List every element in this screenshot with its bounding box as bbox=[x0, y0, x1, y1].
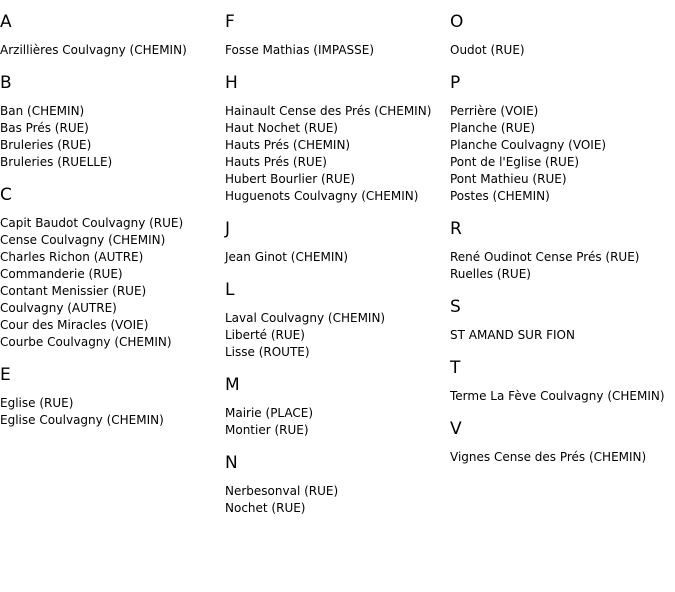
letter-group-r bbox=[450, 219, 675, 283]
street-link[interactable]: Capit Baudot Coulvagny (RUE) bbox=[0, 216, 184, 230]
street-link[interactable]: Ban (CHEMIN) bbox=[0, 104, 85, 118]
letter-heading: O bbox=[450, 12, 464, 32]
letter-heading: T bbox=[450, 358, 461, 378]
letter-group-n bbox=[225, 453, 445, 517]
street-link[interactable]: Contant Menissier (RUE) bbox=[0, 284, 147, 298]
street-link[interactable]: Commanderie (RUE) bbox=[0, 267, 123, 281]
street-link[interactable]: Huguenots Coulvagny (CHEMIN) bbox=[225, 189, 419, 203]
street-link[interactable]: Fosse Mathias (IMPASSE) bbox=[225, 43, 375, 57]
street-link[interactable]: Montier (RUE) bbox=[225, 423, 309, 437]
letter-group-j bbox=[225, 219, 445, 266]
letter-heading: R bbox=[450, 219, 462, 239]
letter-group-h bbox=[225, 73, 445, 205]
street-index-column-1 bbox=[0, 12, 220, 443]
street-link[interactable]: Lisse (ROUTE) bbox=[225, 345, 310, 359]
letter-group-p bbox=[450, 73, 675, 205]
letter-heading: J bbox=[225, 219, 231, 239]
street-index-column-3 bbox=[450, 12, 675, 480]
street-link[interactable]: Pont de l'Eglise (RUE) bbox=[450, 155, 580, 169]
street-link[interactable]: Nerbesonval (RUE) bbox=[225, 484, 339, 498]
letter-group-l bbox=[225, 280, 445, 361]
letter-heading: N bbox=[225, 453, 238, 473]
letter-group-c bbox=[0, 185, 220, 351]
letter-group-f bbox=[225, 12, 445, 59]
letter-group-s bbox=[450, 297, 675, 344]
street-link[interactable]: Terme La Fève Coulvagny (CHEMIN) bbox=[450, 389, 665, 403]
street-link[interactable]: ST AMAND SUR FION bbox=[450, 328, 575, 342]
street-link[interactable]: Planche Coulvagny (VOIE) bbox=[450, 138, 607, 152]
street-link[interactable]: René Oudinot Cense Prés (RUE) bbox=[450, 250, 640, 264]
street-link[interactable]: Coulvagny (AUTRE) bbox=[0, 301, 117, 315]
letter-heading: M bbox=[225, 375, 240, 395]
letter-heading: P bbox=[450, 73, 461, 93]
letter-heading: F bbox=[225, 12, 235, 32]
letter-heading: S bbox=[450, 297, 461, 317]
street-link[interactable]: Liberté (RUE) bbox=[225, 328, 305, 342]
street-link[interactable]: Eglise (RUE) bbox=[0, 396, 74, 410]
street-link[interactable]: Haut Nochet (RUE) bbox=[225, 121, 338, 135]
street-link[interactable]: Hubert Bourlier (RUE) bbox=[225, 172, 356, 186]
letter-group-m bbox=[225, 375, 445, 439]
letter-heading: B bbox=[0, 73, 12, 93]
street-link[interactable]: Mairie (PLACE) bbox=[225, 406, 314, 420]
street-link[interactable]: Eglise Coulvagny (CHEMIN) bbox=[0, 413, 164, 427]
street-link[interactable]: Jean Ginot (CHEMIN) bbox=[225, 250, 349, 264]
letter-group-t bbox=[450, 358, 675, 405]
street-link[interactable]: Cour des Miracles (VOIE) bbox=[0, 318, 149, 332]
street-link[interactable]: Hauts Prés (CHEMIN) bbox=[225, 138, 351, 152]
street-link[interactable]: Hainault Cense des Prés (CHEMIN) bbox=[225, 104, 432, 118]
street-link[interactable]: Ruelles (RUE) bbox=[450, 267, 531, 281]
letter-heading: H bbox=[225, 73, 238, 93]
letter-group-e bbox=[0, 365, 220, 429]
street-link[interactable]: Laval Coulvagny (CHEMIN) bbox=[225, 311, 386, 325]
street-link[interactable]: Charles Richon (AUTRE) bbox=[0, 250, 144, 264]
letter-heading: A bbox=[0, 12, 12, 32]
letter-group-o bbox=[450, 12, 675, 59]
street-link[interactable]: Oudot (RUE) bbox=[450, 43, 525, 57]
street-link[interactable]: Postes (CHEMIN) bbox=[450, 189, 550, 203]
street-link[interactable]: Hauts Prés (RUE) bbox=[225, 155, 327, 169]
street-link[interactable]: Perrière (VOIE) bbox=[450, 104, 539, 118]
letter-group-v bbox=[450, 419, 675, 466]
letter-heading: C bbox=[0, 185, 12, 205]
letter-heading: L bbox=[225, 280, 235, 300]
street-index-column-2 bbox=[225, 12, 445, 531]
street-link[interactable]: Nochet (RUE) bbox=[225, 501, 306, 515]
street-link[interactable]: Arzillières Coulvagny (CHEMIN) bbox=[0, 43, 187, 57]
letter-group-b bbox=[0, 73, 220, 171]
street-link[interactable]: Vignes Cense des Prés (CHEMIN) bbox=[450, 450, 647, 464]
street-link[interactable]: Bruleries (RUE) bbox=[0, 138, 92, 152]
letter-group-a bbox=[0, 12, 220, 59]
street-link[interactable]: Bruleries (RUELLE) bbox=[0, 155, 113, 169]
street-link[interactable]: Courbe Coulvagny (CHEMIN) bbox=[0, 335, 172, 349]
letter-heading: E bbox=[0, 365, 11, 385]
street-link[interactable]: Cense Coulvagny (CHEMIN) bbox=[0, 233, 166, 247]
street-link[interactable]: Planche (RUE) bbox=[450, 121, 535, 135]
street-link[interactable]: Pont Mathieu (RUE) bbox=[450, 172, 567, 186]
letter-heading: V bbox=[450, 419, 462, 439]
street-link[interactable]: Bas Prés (RUE) bbox=[0, 121, 89, 135]
